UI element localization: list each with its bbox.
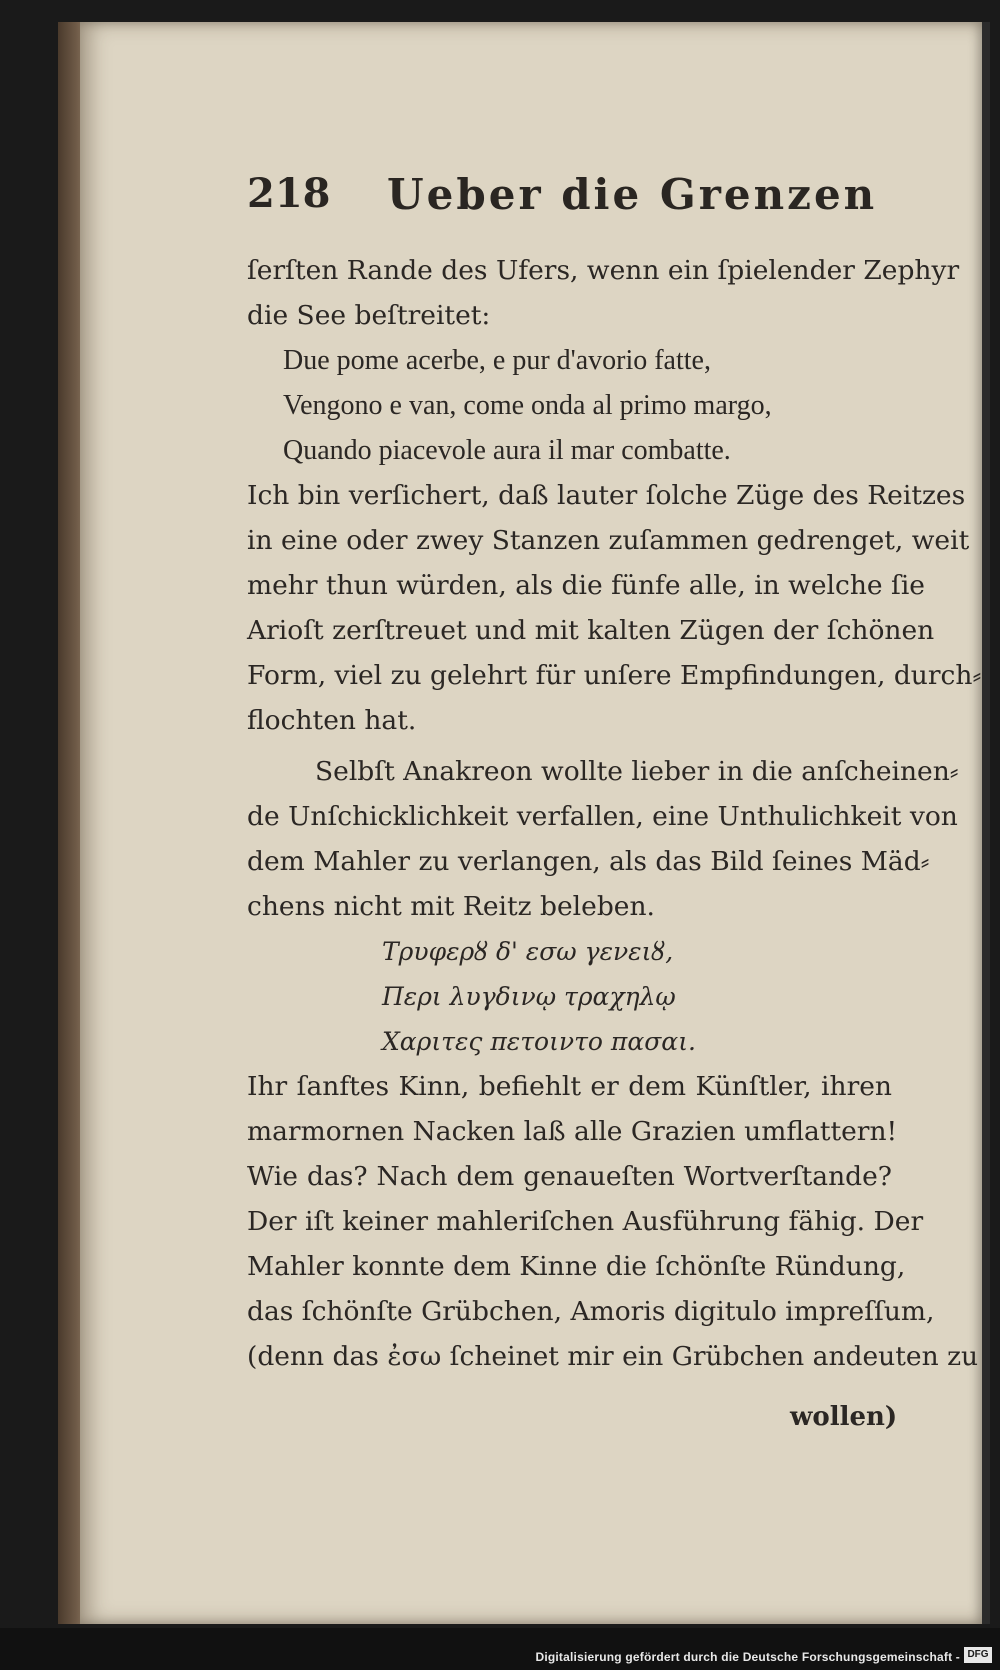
text-line: das ſchönſte Grübchen, Amoris digitulo impreſſum, xyxy=(247,1296,935,1327)
text-line: mehr thun würden, als die fünfe alle, in welche ſie xyxy=(247,570,925,601)
text-line: Wie das? Nach dem genaueſten Wortverſtande? xyxy=(247,1161,892,1192)
text-line: Arioſt zerſtreuet und mit kalten Zügen der ſchönen xyxy=(247,615,935,646)
running-title: Ueber die Grenzen xyxy=(387,170,878,219)
text-line: de Unſchicklichkeit verfallen, eine Unthulichkeit von xyxy=(247,801,958,832)
text-line: Περι λυγδινῳ τραχηλῳ xyxy=(382,982,676,1011)
text-line: chens nicht mit Reitz beleben. xyxy=(247,891,655,922)
text-line: ſerſten Rande des Ufers, wenn ein ſpielender Zephyr xyxy=(247,255,960,286)
text-line: (denn das ἐσω ſcheinet mir ein Grübchen andeuten zu xyxy=(247,1341,979,1372)
footer-credit: Digitalisierung gefördert durch die Deutsche Forschungsgemeinschaft - xyxy=(535,1650,960,1664)
text-line: die See beſtreitet: xyxy=(247,300,491,331)
catchword: wollen) xyxy=(790,1402,898,1432)
text-line: in eine oder zwey Stanzen zuſammen gedrenget, weit xyxy=(247,525,970,556)
page-header xyxy=(247,170,887,240)
text-line: Vengono e van, come onda al primo margo, xyxy=(283,390,772,421)
text-line: Der iſt keiner mahleriſchen Ausführung fähig. Der xyxy=(247,1206,924,1237)
text-line: marmornen Nacken laß alle Grazien umflattern! xyxy=(247,1116,898,1147)
text-line: Due pome acerbe, e pur d'avorio fatte, xyxy=(283,345,711,376)
dfg-logo: DFG xyxy=(964,1647,992,1663)
text-line: Mahler konnte dem Kinne die ſchönſte Ründung, xyxy=(247,1251,906,1282)
body-text xyxy=(247,248,982,1379)
text-line: dem Mahler zu verlangen, als das Bild ſeines Mäd⸗ xyxy=(247,846,930,877)
page-edge-strip xyxy=(982,22,990,1624)
text-line: Τρυφερȣ δ' εσω γενειȣ, xyxy=(382,937,674,966)
text-line: Χαριτες πετοιντο πασαι. xyxy=(382,1027,696,1056)
page-number: 218 xyxy=(247,170,331,217)
text-line: Form, viel zu gelehrt für unſere Empfindungen, durch⸗ xyxy=(247,660,982,691)
text-line: Selbſt Anakreon wollte lieber in die anſcheinen⸗ xyxy=(315,756,959,787)
text-line: Ihr ſanftes Kinn, befiehlt er dem Künſtler, ihren xyxy=(247,1071,892,1102)
text-line: Quando piacevole aura il mar combatte. xyxy=(283,435,731,466)
text-line: flochten hat. xyxy=(247,705,417,736)
text-line: Ich bin verſichert, daß lauter ſolche Züge des Reitzes xyxy=(247,480,966,511)
